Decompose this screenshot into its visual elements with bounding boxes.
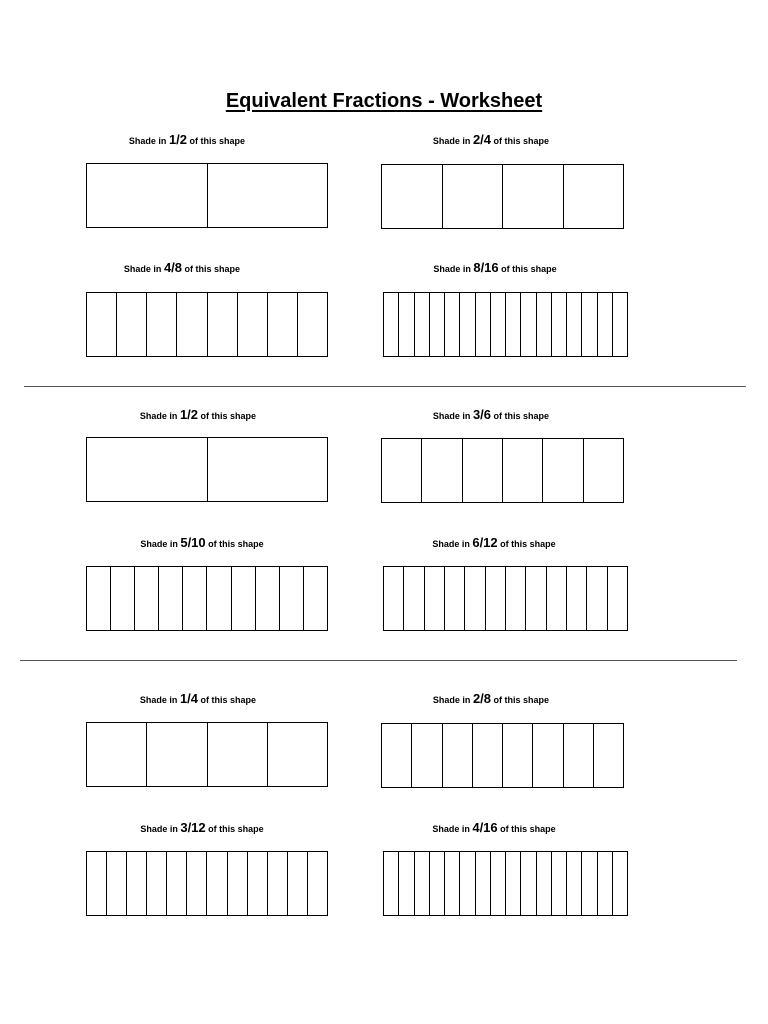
shape-part[interactable] <box>551 293 566 356</box>
fraction-shape[interactable] <box>383 292 628 357</box>
shape-part[interactable] <box>475 293 490 356</box>
shape-part[interactable] <box>502 724 532 787</box>
shape-part[interactable] <box>206 567 230 630</box>
shape-part[interactable] <box>384 852 398 915</box>
problem-label: Shade in 8/16 of this shape <box>433 260 557 275</box>
shape-part[interactable] <box>267 293 297 356</box>
shape-part[interactable] <box>398 852 413 915</box>
fraction-shape[interactable] <box>86 163 328 228</box>
shape-part[interactable] <box>566 852 581 915</box>
shape-part[interactable] <box>444 567 464 630</box>
shape-part[interactable] <box>551 852 566 915</box>
shape-part[interactable] <box>597 852 612 915</box>
shape-part[interactable] <box>525 567 545 630</box>
shape-part[interactable] <box>411 724 441 787</box>
shape-part[interactable] <box>403 567 423 630</box>
fraction-shape[interactable] <box>383 566 628 631</box>
fraction-value: 5/10 <box>180 535 206 550</box>
fraction-shape[interactable] <box>381 723 624 788</box>
shape-part[interactable] <box>536 293 551 356</box>
fraction-shape[interactable] <box>86 292 328 357</box>
problem-label: Shade in 4/8 of this shape <box>123 260 241 275</box>
shape-part[interactable] <box>444 852 459 915</box>
shape-part[interactable] <box>382 165 442 228</box>
shape-part[interactable] <box>464 567 484 630</box>
shape-part[interactable] <box>505 293 520 356</box>
problem-label: Shade in 1/2 of this shape <box>128 132 246 147</box>
shape-part[interactable] <box>227 852 247 915</box>
shape-part[interactable] <box>442 724 472 787</box>
shape-part[interactable] <box>607 567 627 630</box>
fraction-value: 2/8 <box>472 691 492 706</box>
shape-part[interactable] <box>398 293 413 356</box>
section-divider <box>24 386 746 387</box>
fraction-shape[interactable] <box>383 851 628 916</box>
shape-part[interactable] <box>442 165 503 228</box>
shape-part[interactable] <box>583 439 623 502</box>
problem-label: Shade in 2/8 of this shape <box>432 691 550 706</box>
shape-part[interactable] <box>546 567 566 630</box>
shape-part[interactable] <box>384 293 398 356</box>
shape-part[interactable] <box>472 724 502 787</box>
shape-part[interactable] <box>255 567 279 630</box>
shape-part[interactable] <box>87 567 110 630</box>
shape-part[interactable] <box>444 293 459 356</box>
shape-part[interactable] <box>612 852 627 915</box>
shape-part[interactable] <box>206 852 226 915</box>
shape-part[interactable] <box>414 852 429 915</box>
section-divider <box>20 660 737 661</box>
shape-part[interactable] <box>126 852 146 915</box>
shape-part[interactable] <box>267 723 327 786</box>
fraction-value: 1/2 <box>168 132 188 147</box>
problem-label: Shade in 3/12 of this shape <box>140 820 264 835</box>
shape-part[interactable] <box>207 723 267 786</box>
fraction-value: 1/4 <box>179 691 199 706</box>
shape-part[interactable] <box>307 852 327 915</box>
shape-part[interactable] <box>502 439 542 502</box>
shape-part[interactable] <box>146 852 166 915</box>
fraction-shape[interactable] <box>86 722 328 787</box>
shape-part[interactable] <box>414 293 429 356</box>
shape-part[interactable] <box>502 165 563 228</box>
shape-part[interactable] <box>532 724 562 787</box>
shape-part[interactable] <box>176 293 206 356</box>
fraction-value: 6/12 <box>472 535 498 550</box>
shape-part[interactable] <box>106 852 126 915</box>
shape-part[interactable] <box>146 293 176 356</box>
problem-label: Shade in 1/2 of this shape <box>139 407 257 422</box>
shape-part[interactable] <box>536 852 551 915</box>
shape-part[interactable] <box>462 439 502 502</box>
shape-part[interactable] <box>459 852 474 915</box>
shape-part[interactable] <box>110 567 134 630</box>
shape-part[interactable] <box>475 852 490 915</box>
fraction-shape[interactable] <box>86 566 328 631</box>
shape-part[interactable] <box>382 439 421 502</box>
shape-part[interactable] <box>279 567 303 630</box>
shape-part[interactable] <box>520 852 535 915</box>
shape-part[interactable] <box>158 567 182 630</box>
problem-label: Shade in 1/4 of this shape <box>139 691 257 706</box>
fraction-value: 8/16 <box>473 260 499 275</box>
problem-label: Shade in 2/4 of this shape <box>432 132 550 147</box>
shape-part[interactable] <box>384 567 403 630</box>
shape-part[interactable] <box>287 852 307 915</box>
shape-part[interactable] <box>231 567 255 630</box>
shape-part[interactable] <box>87 723 146 786</box>
problem-label: Shade in 4/16 of this shape <box>432 820 556 835</box>
shape-part[interactable] <box>581 293 596 356</box>
shape-part[interactable] <box>505 567 525 630</box>
shape-part[interactable] <box>267 852 287 915</box>
shape-part[interactable] <box>566 567 586 630</box>
fraction-shape[interactable] <box>86 437 328 502</box>
fraction-shape[interactable] <box>381 438 624 503</box>
worksheet-title: Equivalent Fractions - Worksheet <box>225 90 543 112</box>
shape-part[interactable] <box>382 724 411 787</box>
shape-part[interactable] <box>303 567 327 630</box>
shape-part[interactable] <box>520 293 535 356</box>
shape-part[interactable] <box>237 293 267 356</box>
shape-part[interactable] <box>581 852 596 915</box>
fraction-shape[interactable] <box>86 851 328 916</box>
shape-part[interactable] <box>182 567 206 630</box>
problem-label: Shade in 6/12 of this shape <box>432 535 556 550</box>
fraction-value: 2/4 <box>472 132 492 147</box>
shape-part[interactable] <box>207 293 237 356</box>
shape-part[interactable] <box>429 293 444 356</box>
shape-part[interactable] <box>134 567 158 630</box>
shape-part[interactable] <box>612 293 627 356</box>
shape-part[interactable] <box>186 852 206 915</box>
shape-part[interactable] <box>597 293 612 356</box>
shape-part[interactable] <box>247 852 267 915</box>
shape-part[interactable] <box>116 293 146 356</box>
shape-part[interactable] <box>87 164 207 227</box>
shape-part[interactable] <box>485 567 505 630</box>
fraction-value: 3/6 <box>472 407 492 422</box>
shape-part[interactable] <box>166 852 186 915</box>
shape-part[interactable] <box>146 723 206 786</box>
shape-part[interactable] <box>563 165 624 228</box>
problem-label: Shade in 5/10 of this shape <box>140 535 264 550</box>
shape-part[interactable] <box>297 293 327 356</box>
shape-part[interactable] <box>429 852 444 915</box>
shape-part[interactable] <box>593 724 623 787</box>
shape-part[interactable] <box>566 293 581 356</box>
problem-label: Shade in 3/6 of this shape <box>432 407 550 422</box>
fraction-value: 1/2 <box>179 407 199 422</box>
shape-part[interactable] <box>542 439 582 502</box>
shape-part[interactable] <box>490 293 505 356</box>
fraction-value: 4/8 <box>163 260 183 275</box>
shape-part[interactable] <box>586 567 606 630</box>
shape-part[interactable] <box>490 852 505 915</box>
shape-part[interactable] <box>87 438 207 501</box>
shape-part[interactable] <box>424 567 444 630</box>
fraction-value: 3/12 <box>180 820 206 835</box>
shape-part[interactable] <box>87 852 106 915</box>
shape-part[interactable] <box>207 438 328 501</box>
fraction-shape[interactable] <box>381 164 624 229</box>
fraction-value: 4/16 <box>472 820 498 835</box>
shape-part[interactable] <box>563 724 593 787</box>
shape-part[interactable] <box>505 852 520 915</box>
shape-part[interactable] <box>459 293 474 356</box>
shape-part[interactable] <box>87 293 116 356</box>
shape-part[interactable] <box>207 164 328 227</box>
shape-part[interactable] <box>421 439 461 502</box>
